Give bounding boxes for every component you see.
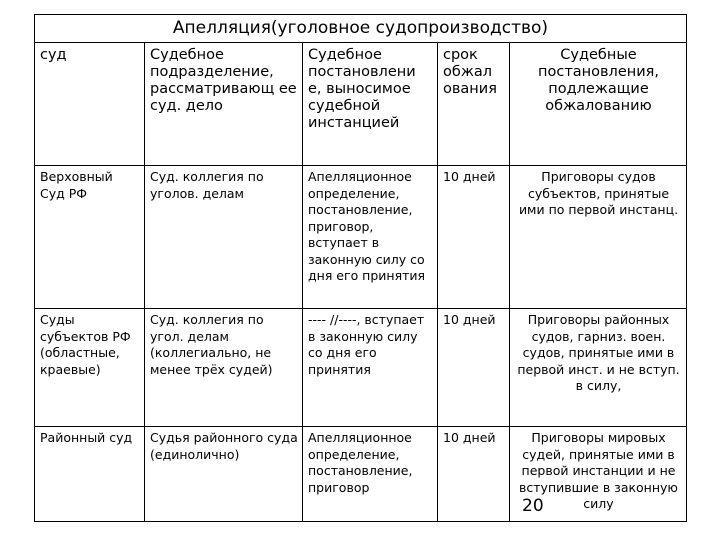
cell-term: 10 дней bbox=[438, 427, 510, 522]
header-decision: Судебное постановлени е, выносимое судебной инстанцией bbox=[303, 43, 438, 166]
cell-division: Суд. коллегия по угол. делам (коллегиально, не менее трёх судей) bbox=[145, 309, 303, 427]
header-court: суд bbox=[35, 43, 145, 166]
table-title: Апелляция(уголовное судопроизводство) bbox=[35, 15, 687, 43]
header-term: срок обжал ования bbox=[438, 43, 510, 166]
cell-division: Суд. коллегия по уголов. делам bbox=[145, 166, 303, 309]
cell-court: Районный суд bbox=[35, 427, 145, 522]
cell-court: Верховный Суд РФ bbox=[35, 166, 145, 309]
cell-term: 10 дней bbox=[438, 309, 510, 427]
table-row bbox=[35, 427, 687, 522]
cell-appealable: Приговоры мировых судей, принятые ими в первой инстанции и не вступившие в законную силу bbox=[510, 427, 687, 522]
table-row bbox=[35, 166, 687, 309]
page-number: 20 bbox=[522, 496, 544, 516]
cell-appealable: Приговоры районных судов, гарниз. воен. судов, принятые ими в первой инст. и не вступ. в силу, bbox=[510, 309, 687, 427]
cell-decision: ---- //----, вступает в законную силу со дня его принятия bbox=[303, 309, 438, 427]
header-division: Судебное подразделение, рассматривающ ее суд. дело bbox=[145, 43, 303, 166]
cell-term: 10 дней bbox=[438, 166, 510, 309]
header-appealable: Судебные постановления, подлежащие обжалованию bbox=[510, 43, 687, 166]
cell-court: Суды субъектов РФ (областные, краевые) bbox=[35, 309, 145, 427]
header-row bbox=[35, 43, 687, 166]
cell-decision: Апелляционное определение, постановление, приговор, вступает в законную силу со дня его принятия bbox=[303, 166, 438, 309]
cell-division: Судья районного суда (единолично) bbox=[145, 427, 303, 522]
cell-appealable: Приговоры судов субъектов, принятые ими по первой инстанц. bbox=[510, 166, 687, 309]
appeal-table bbox=[34, 14, 687, 522]
table-row bbox=[35, 309, 687, 427]
cell-decision: Апелляционное определение, постановление, приговор bbox=[303, 427, 438, 522]
